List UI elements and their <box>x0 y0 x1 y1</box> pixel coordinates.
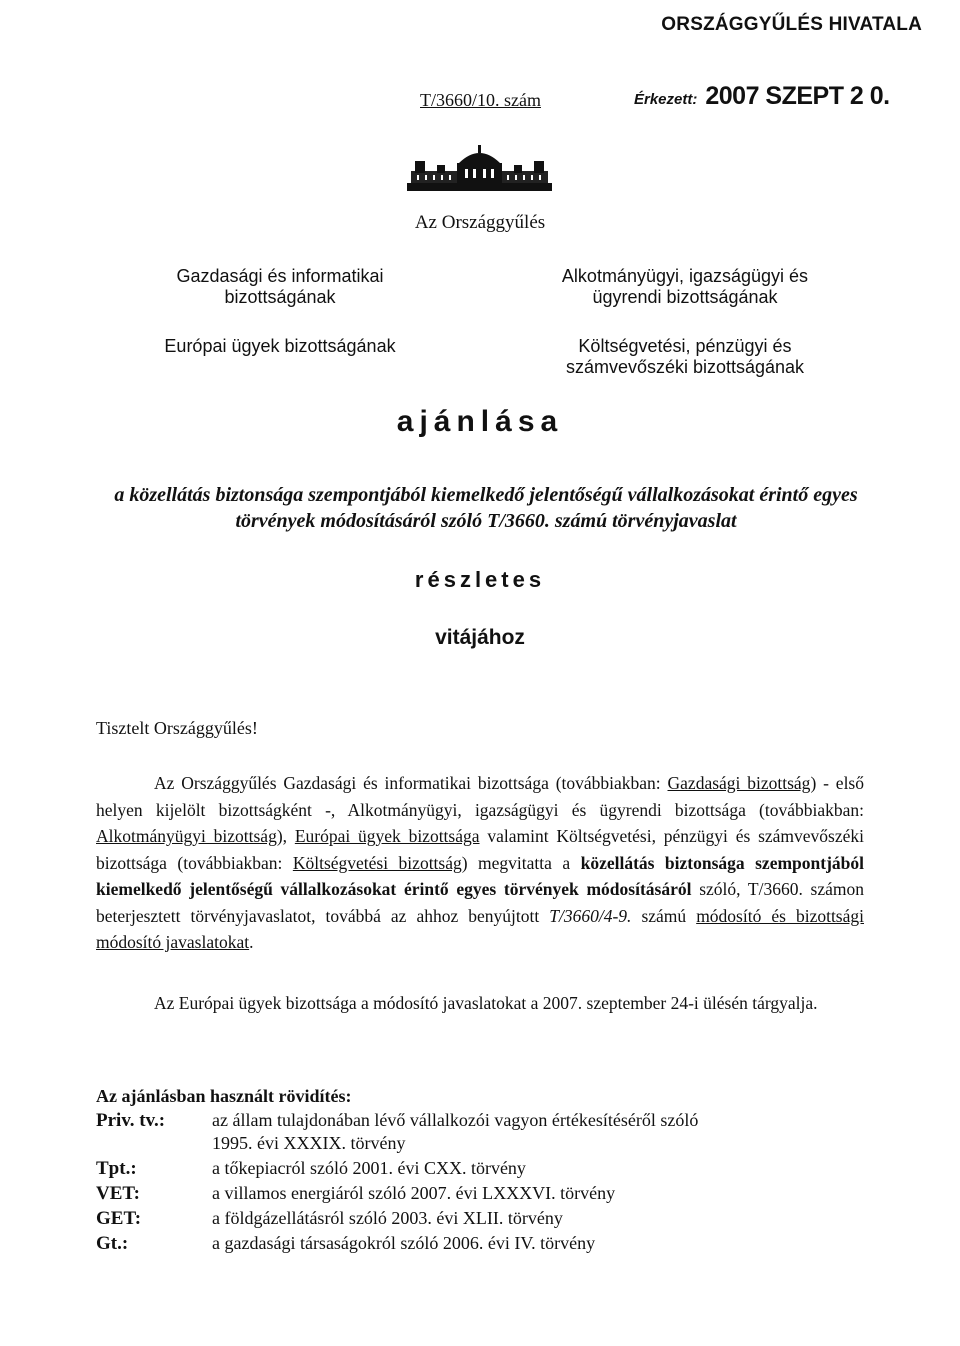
stamp-date: 2007 SZEPT 2 0. <box>705 82 890 110</box>
abbrev-european-committee: Európai ügyek bizottsága <box>294 826 480 846</box>
body-text: szóló, T/3660. számon beterjesztett törvényjavaslatot, továbbá az ahhoz benyújtott <box>96 879 864 926</box>
abbreviations-heading: Az ajánlásban használt rövidítés: <box>96 1086 352 1106</box>
abbrev-economic-committee: Gazdasági bizottság <box>667 773 811 793</box>
document-number: T/3660/10. szám <box>420 90 541 110</box>
abbreviation-row <box>96 1207 712 1230</box>
parliament-title: Az Országgyűlés <box>414 212 546 233</box>
parliament-building-icon <box>407 145 552 193</box>
bill-title: a közellátás biztonsága szempontjából kiemelkedő jelentőségű vállalkozásokat érintő egyes törvények módosításáról szóló T/3660. számú törvényjavaslat <box>114 484 858 532</box>
committee-constitutional: Alkotmányügyi, igazságügyi és ügyrendi bizottságának <box>561 266 809 307</box>
abbreviation-value: az állam tulajdonában lévő vállalkozói vagyon értékesítéséről szóló 1995. évi XXXIX. törvény <box>212 1110 699 1153</box>
document-heading: ajánlása <box>396 405 564 438</box>
subheading-debate: vitájához <box>435 626 525 649</box>
body-text: valamint Költségvetési, pénzügyi és számvevőszéki bizottsága (továbbiakban: <box>96 826 864 873</box>
abbreviation-value: a tőkepiacról szóló 2001. évi CXX. törvény <box>212 1158 526 1178</box>
abbreviation-value: a gazdasági társaságokról szóló 2006. évi IV. törvény <box>212 1233 596 1253</box>
amendments-reference: módosító és bizottsági módosító javaslatokat <box>96 905 864 952</box>
abbreviation-row <box>96 1182 712 1205</box>
bill-subject: közellátás biztonsága szempontjából kiemelkedő jelentőségű vállalkozásokat érintő egyes törvények módosításáról <box>96 852 865 899</box>
body-text: ) megvitatta a <box>461 852 581 873</box>
body-text: ), <box>276 826 295 846</box>
office-header: ORSZÁGGYŰLÉS HIVATALA <box>661 14 922 35</box>
body-text: Az Európai ügyek bizottsága a módosító javaslatokat a 2007. szeptember 24-i ülésén tárgyalja. <box>154 993 818 1013</box>
abbreviation-key: Gt.: <box>96 1233 129 1254</box>
abbrev-budget-committee: Költségvetési bizottság <box>292 852 462 873</box>
abbreviation-key: Priv. tv.: <box>96 1110 166 1131</box>
abbreviation-key: GET: <box>96 1208 142 1229</box>
body-text: számú <box>631 905 697 926</box>
salutation: Tisztelt Országgyűlés! <box>96 718 258 738</box>
body-paragraph <box>96 770 864 956</box>
second-paragraph <box>96 990 864 1017</box>
abbreviation-value: a villamos energiáról szóló 2007. évi LXXXVI. törvény <box>212 1183 616 1203</box>
body-text: Az Országgyűlés Gazdasági és informatikai bizottsága (továbbiakban: <box>154 773 668 793</box>
committee-budget: Költségvetési, pénzügyi és számvevőszéki bizottságának <box>565 336 805 377</box>
amendment-numbers: T/3660/4-9. <box>549 905 632 926</box>
committee-european-affairs: Európai ügyek bizottságának <box>164 336 396 356</box>
stamp-label: Érkezett: <box>634 91 698 108</box>
abbreviation-row <box>96 1109 712 1155</box>
body-text: . <box>249 932 254 952</box>
body-text: ) - első helyen kijelölt bizottságként -, Alkotmányügyi, igazságügyi és ügyrendi bizottsága (továbbiakban: <box>96 773 864 820</box>
abbreviation-value: a földgázellátásról szóló 2003. évi XLII. törvény <box>212 1208 563 1228</box>
abbreviation-key: VET: <box>96 1183 140 1204</box>
subheading-detailed: részletes <box>414 567 546 592</box>
abbreviation-row <box>96 1157 712 1180</box>
abbrev-constitutional-committee: Alkotmányügyi bizottság <box>96 826 277 846</box>
abbreviation-row <box>96 1232 712 1255</box>
received-stamp <box>634 82 890 111</box>
committee-economic: Gazdasági és informatikai bizottságának <box>176 266 384 307</box>
abbreviation-key: Tpt.: <box>96 1158 137 1179</box>
